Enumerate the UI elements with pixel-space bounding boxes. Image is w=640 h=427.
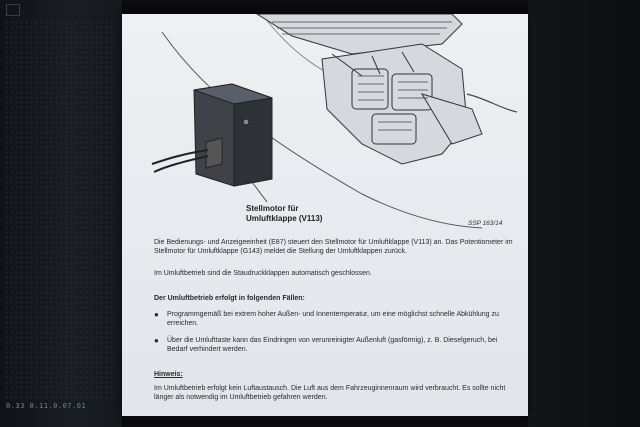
hint-body: Im Umluftbetrieb erfolgt kein Luftaustausch. Die Luft aus dem Fahrzeuginnenraum wird verbraucht. Es sollte nicht länger als notwendig im Umluftbetrieb gefahren werden. (154, 385, 506, 402)
section-heading: Der Umluftbetrieb erfolgt in folgenden Fällen: (154, 295, 305, 302)
bullet-icon: ● (154, 336, 159, 345)
heater-unit-illustration (122, 14, 528, 232)
monitor-bezel-right (528, 0, 640, 427)
monitor-bezel-left (0, 0, 122, 427)
bullet-text: Über die Umlufttaste kann das Eindringen von verunreinigter Außenluft (gasförmig), z. B. Dieselgeruch, bei Bedarf verhindert werden. (167, 337, 498, 354)
paragraph-intro: Die Bedienungs- und Anzeigeeinheit (E87) steuert den Stellmotor für Umluftklappe (V113) an. Das Potentiometer im Stellmotor für Umluftklappe (G143) meldet die Stellung der Umluftklappen zurück. (154, 239, 513, 256)
ssp-reference: SSP 163/14 (468, 220, 503, 227)
window-corner (6, 4, 20, 16)
figure-caption (246, 204, 366, 224)
scanned-document-page (122, 14, 528, 416)
paragraph-staudruck: Im Umluftbetrieb sind die Staudruckklappen automatisch geschlossen. (154, 270, 372, 277)
hint-title: Hinweis: (154, 371, 183, 378)
taskbar-status-text: 0.33 0.11.0.07.01 (6, 402, 87, 410)
caption-line-1: Stellmotor für (246, 204, 299, 213)
heater-box-drawing (257, 14, 482, 164)
bullet-text: Programmgemäß bei extrem hoher Außen- und Innentemperatur, um eine möglichst schnelle Abkühlung zu erreichen. (167, 311, 499, 328)
servo-motor-drawing (152, 84, 272, 186)
caption-line-2: Umluftklappe (V113) (246, 214, 323, 223)
dot-pattern (4, 20, 116, 400)
bullet-icon: ● (154, 310, 159, 319)
